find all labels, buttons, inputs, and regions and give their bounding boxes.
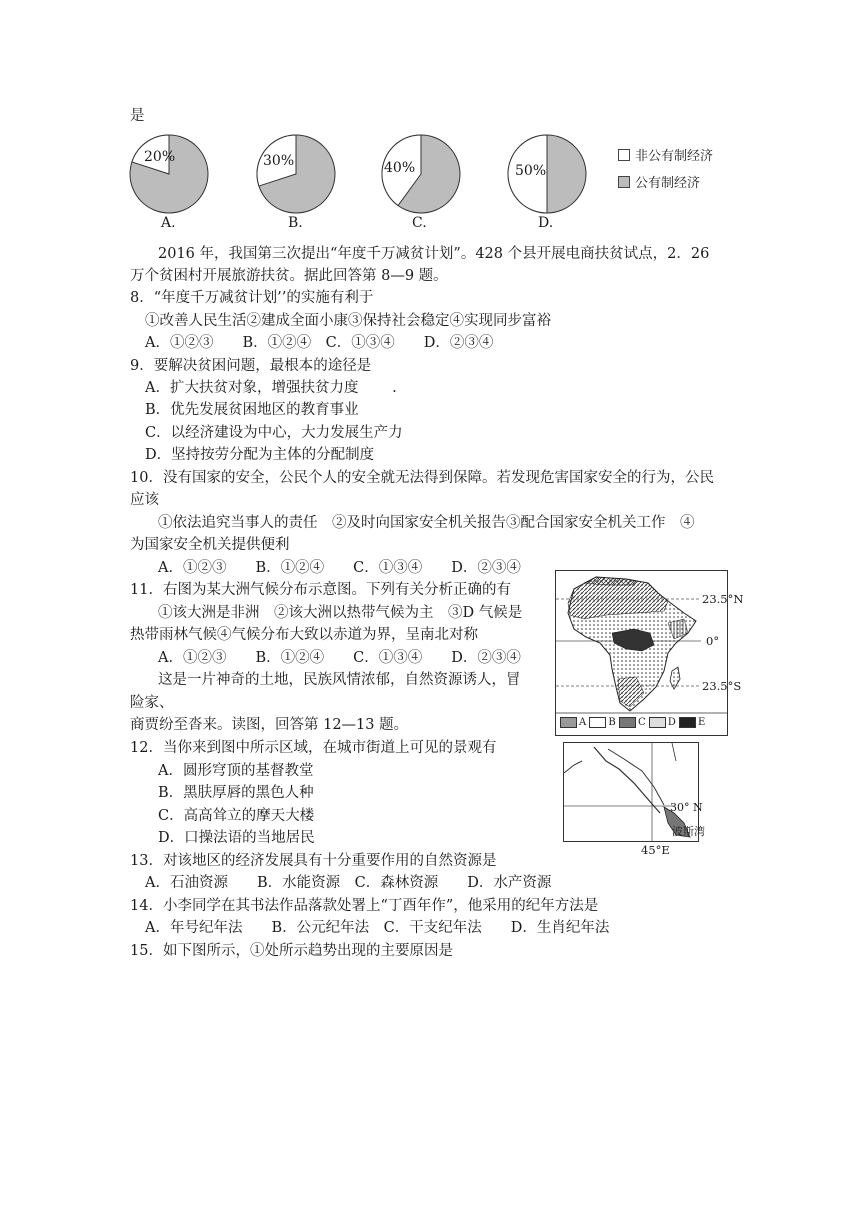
pie-a-option-label: A.: [161, 215, 176, 231]
q12-option-b: B．黑肤厚唇的黑色人种: [158, 785, 314, 801]
q11-line-3: 热带雨林气候④气候分布大致以赤道为界，呈南北对称: [130, 627, 478, 643]
q8-items: ①改善人民生活②建成全面小康③保持社会稳定④实现同步富裕: [145, 313, 551, 329]
q11-options: A．①②③ B．①②④ C．①③④ D．②③④: [158, 650, 521, 666]
legend-nonpublic-label: 非公有制经济: [635, 149, 714, 164]
pie-chart-b: [255, 133, 337, 215]
q12-stem: 12．当你来到图中所示区域，在城市街道上可见的景观有: [130, 740, 497, 756]
legend-public-label: 公有制经济: [635, 176, 701, 191]
q9-option-b: B．优先发展贫困地区的教育事业: [145, 402, 359, 418]
q11-line-1: 11．右图为某大洲气候分布示意图。下列有关分析正确的有: [130, 582, 511, 598]
q12-option-d: D．口操法语的当地居民: [158, 830, 315, 846]
q8-stem: 8．“年度千万减贫计划’’的实施有利于: [130, 290, 374, 306]
q8-options: A．①②③ B．①②④ C．①③④ D．②③④: [145, 335, 494, 351]
intro-line-2: 万个贫困村开展旅游扶贫。据此回答第 8—9 题。: [130, 268, 448, 284]
legend-a-swatch: [560, 717, 577, 728]
q10-line-4: 为国家安全机关提供便利: [130, 537, 290, 553]
equator-label: 0°: [706, 634, 720, 648]
pie-a-nonpublic-label: 20%: [144, 149, 176, 165]
pie-b-option-label: B.: [288, 215, 303, 231]
legend-d-label: D: [667, 717, 676, 728]
pie-c-option-label: C.: [412, 215, 427, 231]
lon-45e-label: 45°E: [641, 843, 670, 857]
intro2-line-3: 商贾纷至沓来。读图，回答第 12—13 题。: [130, 717, 409, 733]
lat-30n-label: 30° N: [670, 801, 703, 814]
legend-d-swatch: [649, 717, 666, 728]
africa-climate-map: [555, 570, 744, 736]
lat-23s-label: 23.5°S: [702, 679, 742, 693]
q10-line-3: ①依法追究当事人的责任 ②及时向国家安全机关报告③配合国家安全机关工作 ④: [158, 515, 695, 531]
q12-option-a: A．圆形穹顶的基督教堂: [158, 763, 314, 779]
legend-public-swatch: [618, 176, 630, 188]
legend-e-label: E: [698, 717, 706, 728]
map1-legend: [560, 717, 705, 728]
legend-c-label: C: [637, 717, 646, 728]
q11-line-2: ①该大洲是非洲 ②该大洲以热带气候为主 ③D 气候是: [158, 605, 523, 621]
legend-e-swatch: [679, 717, 696, 728]
legend-b-label: B: [608, 717, 616, 728]
legend-b-swatch: [589, 717, 606, 728]
q9-stem: 9．要解决贫困问题，最根本的途径是: [130, 358, 372, 374]
q15-stem: 15．如下图所示，①处所示趋势出现的主要原因是: [130, 943, 453, 959]
pie-c-nonpublic-label: 40%: [384, 160, 416, 176]
intro2-line-2: 险家、: [130, 695, 174, 711]
legend-nonpublic: [618, 145, 713, 164]
legend-nonpublic-swatch: [618, 149, 630, 161]
pie-b-nonpublic-label: 30%: [263, 153, 295, 169]
pie-d-option-label: D.: [538, 215, 554, 231]
q9-option-c: C．以经济建设为中心，大力发展生产力: [145, 425, 403, 441]
q13-options: A．石油资源 B．水能资源 C．森林资源 D．水产资源: [145, 875, 552, 891]
intro2-line-1: 这是一片神奇的土地，民族风情浓郁，自然资源诱人，冒: [158, 672, 521, 688]
q10-line-2: 应该: [130, 492, 159, 508]
legend-public: [618, 172, 700, 191]
pie-chart-a: [128, 133, 210, 215]
pie-d-nonpublic-label: 50%: [515, 163, 547, 179]
intro-line-1: 2016 年，我国第三次提出“年度千万减贫计划”。428 个县开展电商扶贫试点，2．26: [158, 246, 710, 262]
lead-text: 是: [130, 108, 145, 124]
lat-23n-label: 23.5°N: [702, 592, 744, 606]
persian-gulf-map: [563, 742, 705, 842]
q14-options: A．年号纪年法 B．公元纪年法 C．干支纪年法 D．生肖纪年法: [145, 920, 610, 936]
q9-option-a: A．扩大扶贫对象，增强扶贫力度 .: [145, 380, 397, 396]
q10-options: A．①②③ B．①②④ C．①③④ D．②③④: [158, 560, 521, 576]
legend-a-label: A: [579, 717, 587, 728]
legend-c-swatch: [619, 717, 636, 728]
q14-stem: 14．小李同学在其书法作品落款处署上“丁酉年作”，他采用的纪年方法是: [130, 898, 599, 914]
q12-option-c: C．高高耸立的摩天大楼: [158, 808, 315, 824]
persian-gulf-label: 波斯湾: [672, 825, 705, 838]
q13-stem: 13．对该地区的经济发展具有十分重要作用的自然资源是: [130, 853, 497, 869]
q9-option-d: D．坚持按劳分配为主体的分配制度: [145, 447, 375, 463]
q10-line-1: 10．没有国家的安全，公民个人的安全就无法得到保障。若发现危害国家安全的行为，公民: [130, 470, 714, 486]
